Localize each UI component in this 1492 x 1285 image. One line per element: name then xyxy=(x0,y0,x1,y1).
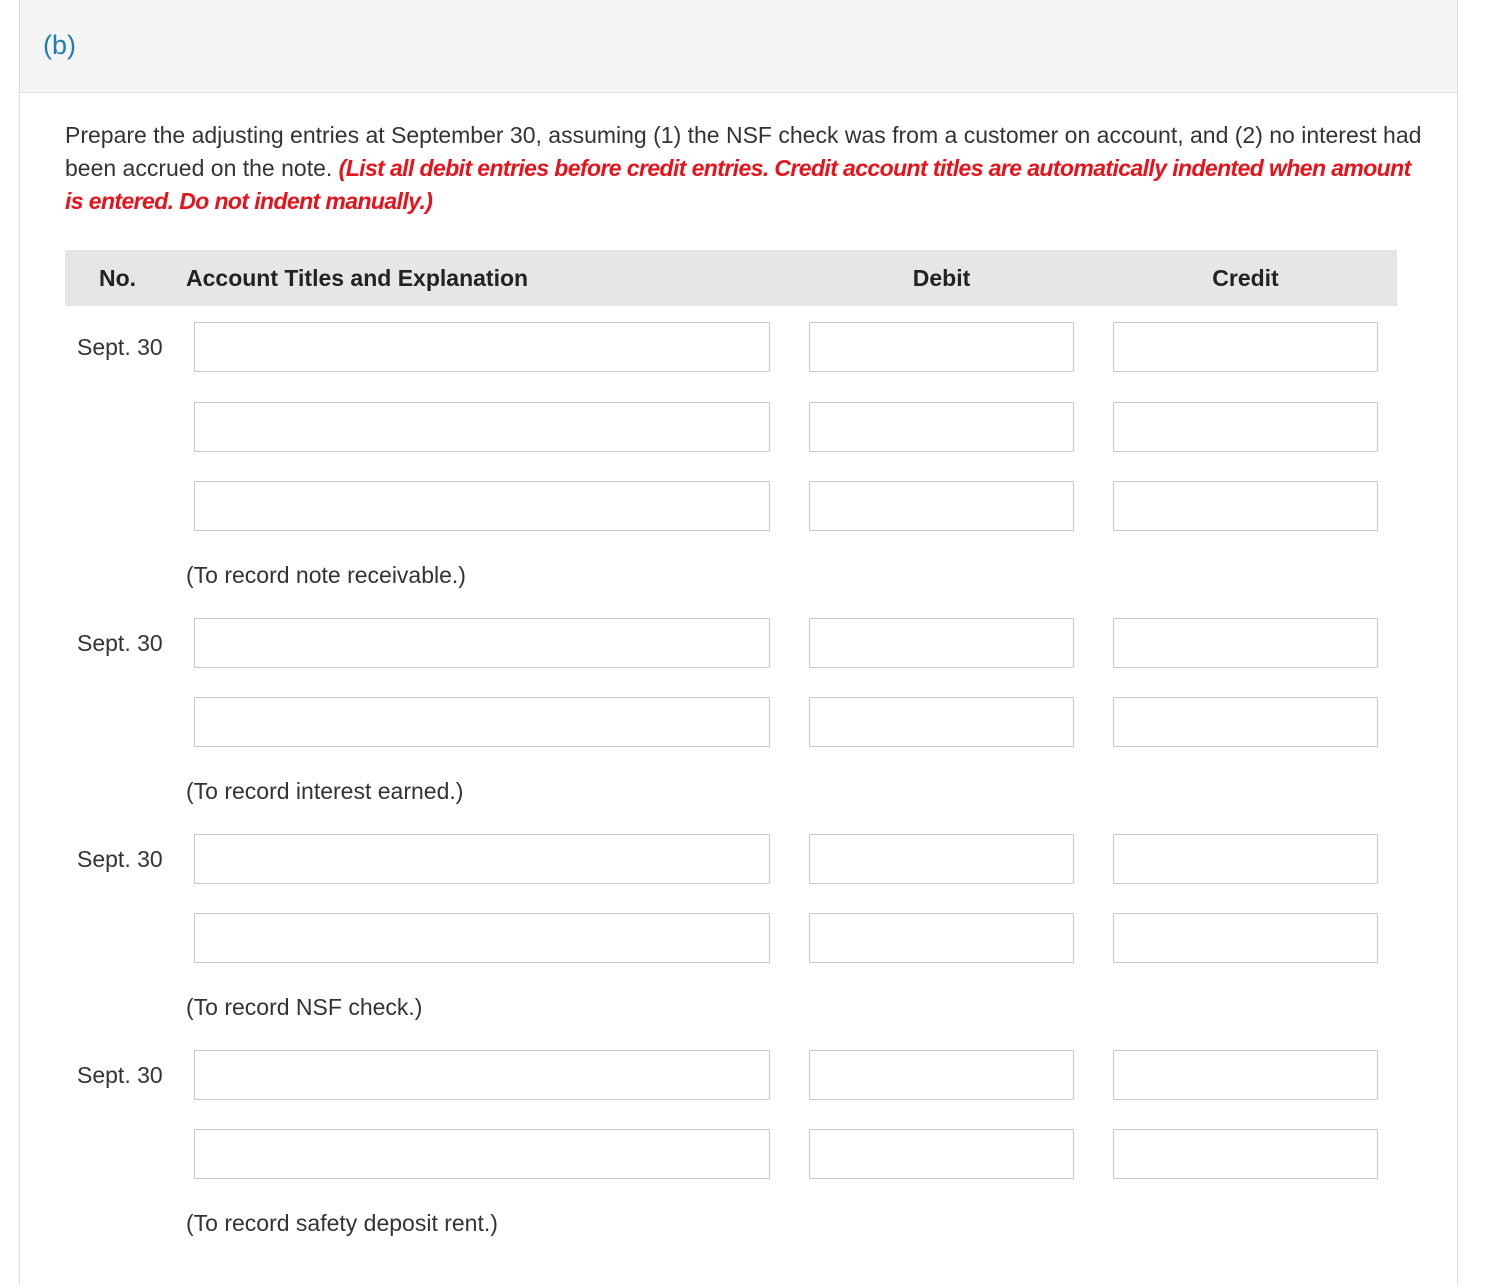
credit-input[interactable] xyxy=(1113,402,1378,452)
entry-2-line-2 xyxy=(0,697,1492,747)
header-account-titles: Account Titles and Explanation xyxy=(186,265,529,291)
header-debit: Debit xyxy=(912,265,971,291)
credit-input[interactable] xyxy=(1113,1129,1378,1179)
debit-input[interactable] xyxy=(809,697,1074,747)
credit-input[interactable] xyxy=(1113,834,1378,884)
debit-input[interactable] xyxy=(809,402,1074,452)
entry-1-line-1 xyxy=(0,322,1492,372)
entry-date: Sept. 30 xyxy=(77,334,163,360)
credit-input[interactable] xyxy=(1113,1050,1378,1100)
entry-2-explanation: (To record interest earned.) xyxy=(186,778,464,804)
credit-input[interactable] xyxy=(1113,697,1378,747)
entry-3-line-1 xyxy=(0,834,1492,884)
debit-input[interactable] xyxy=(809,913,1074,963)
debit-input[interactable] xyxy=(809,618,1074,668)
credit-input[interactable] xyxy=(1113,322,1378,372)
entry-3-line-2 xyxy=(0,913,1492,963)
header-credit: Credit xyxy=(1212,265,1279,291)
account-title-input[interactable] xyxy=(194,402,770,452)
entry-2-line-1 xyxy=(0,618,1492,668)
instructions-note: (List all debit entries before credit entries. Credit account titles are automatically indented when amount is entered. Do not indent manually.) xyxy=(65,155,1411,214)
entry-date: Sept. 30 xyxy=(77,846,163,872)
account-title-input[interactable] xyxy=(194,1129,770,1179)
entry-4-explanation: (To record safety deposit rent.) xyxy=(186,1210,498,1236)
credit-input[interactable] xyxy=(1113,913,1378,963)
instructions-text: Prepare the adjusting entries at September 30, assuming (1) the NSF check was from a customer on account, and (2) no interest had been accrued on the note. xyxy=(65,122,1422,181)
credit-input[interactable] xyxy=(1113,618,1378,668)
part-label: (b) xyxy=(43,30,76,60)
debit-input[interactable] xyxy=(809,1129,1074,1179)
entry-date: Sept. 30 xyxy=(77,1062,163,1088)
debit-input[interactable] xyxy=(809,481,1074,531)
debit-input[interactable] xyxy=(809,834,1074,884)
account-title-input[interactable] xyxy=(194,481,770,531)
instructions xyxy=(65,119,1425,218)
entry-1-line-3 xyxy=(0,481,1492,531)
header-no: No. xyxy=(99,265,137,291)
table-header xyxy=(65,250,1397,306)
debit-input[interactable] xyxy=(809,322,1074,372)
entry-1-explanation: (To record note receivable.) xyxy=(186,562,466,588)
entry-3-explanation: (To record NSF check.) xyxy=(186,994,423,1020)
account-title-input[interactable] xyxy=(194,1050,770,1100)
credit-input[interactable] xyxy=(1113,481,1378,531)
account-title-input[interactable] xyxy=(194,322,770,372)
account-title-input[interactable] xyxy=(194,834,770,884)
panel-header xyxy=(20,0,1457,93)
account-title-input[interactable] xyxy=(194,697,770,747)
entry-date: Sept. 30 xyxy=(77,630,163,656)
debit-input[interactable] xyxy=(809,1050,1074,1100)
account-title-input[interactable] xyxy=(194,913,770,963)
entry-4-line-1 xyxy=(0,1050,1492,1100)
account-title-input[interactable] xyxy=(194,618,770,668)
entry-4-line-2 xyxy=(0,1129,1492,1179)
entry-1-line-2 xyxy=(0,402,1492,452)
